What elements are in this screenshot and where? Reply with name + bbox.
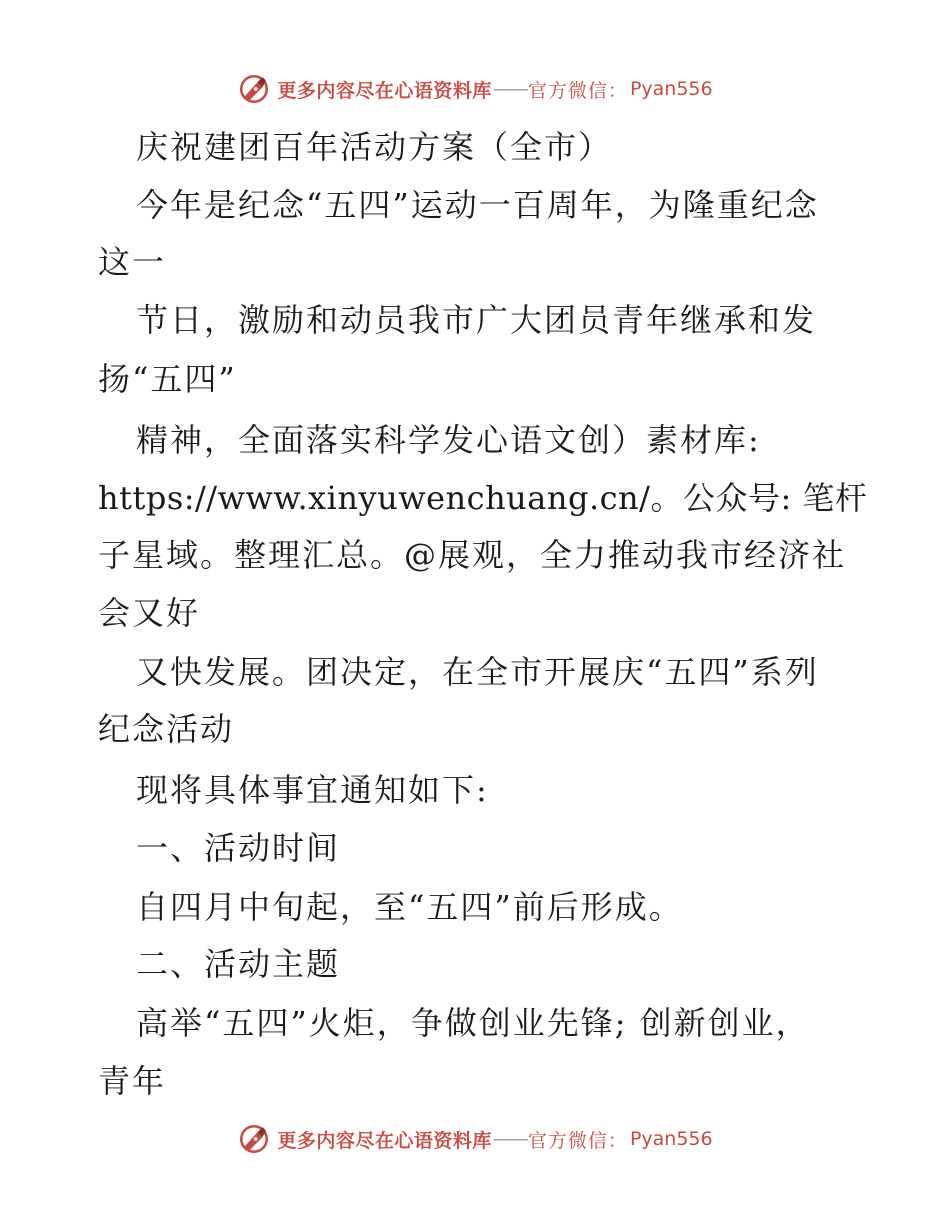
watermark-wechat-label: 官方微信： xyxy=(527,1129,628,1152)
watermark-main-text: 更多内容尽在心语资料库 xyxy=(277,1129,492,1152)
doc-line: 这一 xyxy=(98,243,167,281)
watermark-banner-bottom xyxy=(0,1122,950,1156)
watermark-wechat-label: 官方微信： xyxy=(527,79,628,102)
doc-line: 扬“五四” xyxy=(98,360,237,398)
doc-line: 精神，全面落实科学发心语文创）素材库: xyxy=(136,421,761,459)
doc-line: 现将具体事宜通知如下: xyxy=(136,771,489,809)
doc-line-url: https://www.xinyuwenchuang.cn/。公众号: 笔杆 xyxy=(98,479,868,517)
doc-line: 会又好 xyxy=(98,594,201,632)
doc-line: 高举“五四”火炬，争做创业先锋; 创新创业， xyxy=(136,1004,810,1042)
watermark-dash: —— xyxy=(492,78,527,100)
doc-line: 青年 xyxy=(98,1062,167,1100)
doc-line: 今年是纪念“五四”运动一百周年，为隆重纪念 xyxy=(136,186,819,224)
watermark-banner-top xyxy=(0,72,950,106)
watermark-dash: —— xyxy=(492,1128,527,1150)
watermark-wechat-handle: Pyan556 xyxy=(629,1128,713,1150)
pen-nib-logo-icon xyxy=(237,1122,271,1156)
doc-line: 纪念活动 xyxy=(98,710,235,748)
pen-nib-logo-icon xyxy=(237,72,271,106)
doc-line: 子星域。整理汇总。@展观，全力推动我市经济社 xyxy=(98,536,847,574)
doc-line: 自四月中旬起，至“五四”前后形成。 xyxy=(136,888,683,926)
section-heading-theme: 二、活动主题 xyxy=(136,945,341,983)
watermark-main-text: 更多内容尽在心语资料库 xyxy=(277,79,492,102)
doc-line: 节日，激励和动员我市广大团员青年继承和发 xyxy=(136,301,817,339)
doc-title: 庆祝建团百年活动方案（全市） xyxy=(136,128,613,166)
section-heading-time: 一、活动时间 xyxy=(136,829,341,867)
doc-line: 又快发展。团决定，在全市开展庆“五四”系列 xyxy=(136,653,819,691)
watermark-wechat-handle: Pyan556 xyxy=(629,78,713,100)
